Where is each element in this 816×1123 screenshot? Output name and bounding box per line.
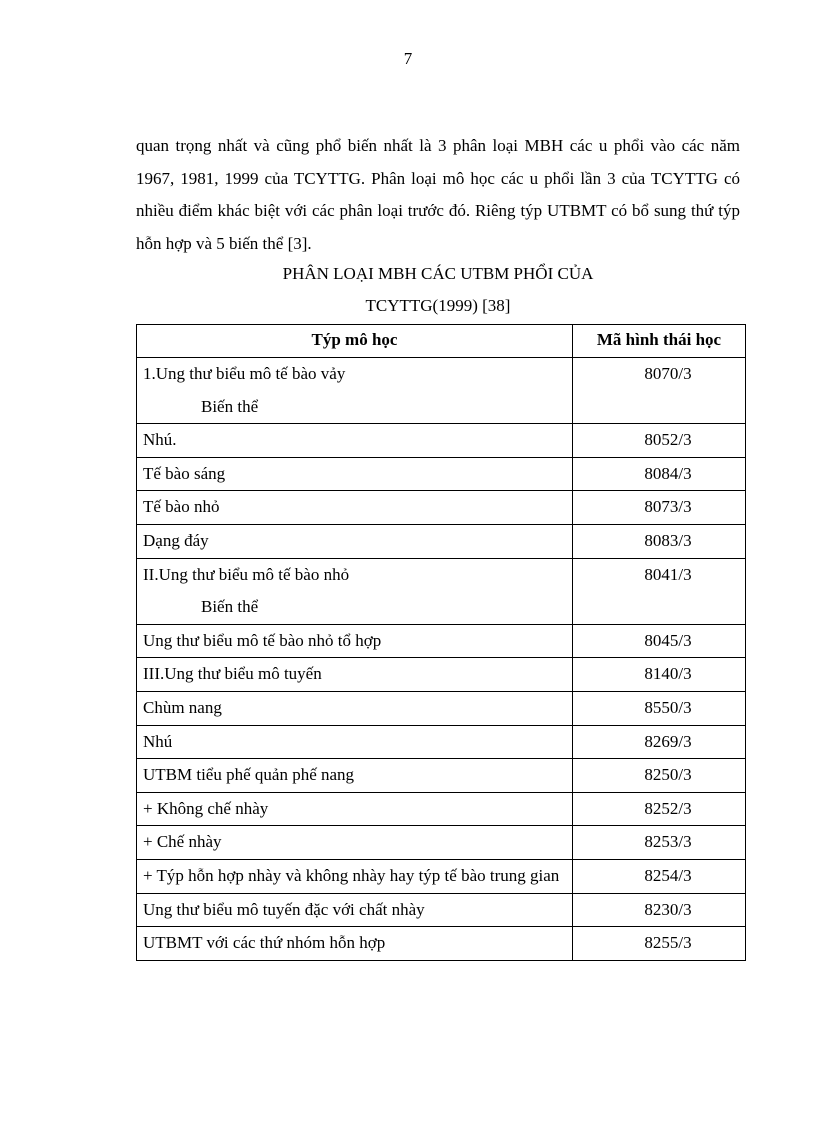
type-cell: + Chế nhày bbox=[137, 826, 573, 860]
code-cell: 8041/3 bbox=[573, 558, 746, 624]
table-row bbox=[137, 624, 746, 658]
code-cell: 8083/3 bbox=[573, 524, 746, 558]
type-cell: Ung thư biểu mô tuyến đặc với chất nhày bbox=[137, 893, 573, 927]
table-row bbox=[137, 725, 746, 759]
code-cell: 8052/3 bbox=[573, 424, 746, 458]
type-cell: Ung thư biểu mô tế bào nhỏ tổ hợp bbox=[137, 624, 573, 658]
type-cell: Tế bào nhỏ bbox=[137, 491, 573, 525]
table-row bbox=[137, 358, 746, 424]
classification-table bbox=[136, 324, 746, 961]
caption-line-1: PHÂN LOẠI MBH CÁC UTBM PHỔI CỦA bbox=[282, 264, 594, 283]
code-cell: 8073/3 bbox=[573, 491, 746, 525]
type-cell: + Týp hỗn hợp nhày và không nhày hay týp tế bào trung gian bbox=[137, 859, 573, 893]
code-cell: 8230/3 bbox=[573, 893, 746, 927]
code-cell: 8254/3 bbox=[573, 859, 746, 893]
table-row bbox=[137, 691, 746, 725]
table-row bbox=[137, 491, 746, 525]
type-label: II.Ung thư biểu mô tế bào nhỏ bbox=[143, 564, 350, 584]
type-cell: Nhú bbox=[137, 725, 573, 759]
code-cell: 8140/3 bbox=[573, 658, 746, 692]
code-cell: 8084/3 bbox=[573, 457, 746, 491]
table-caption bbox=[136, 258, 740, 322]
type-cell bbox=[137, 558, 573, 624]
code-cell: 8269/3 bbox=[573, 725, 746, 759]
type-cell: UTBMT với các thứ nhóm hỗn hợp bbox=[137, 927, 573, 961]
body-paragraph: quan trọng nhất và cũng phổ biến nhất là 3 phân loại MBH các u phổi vào các năm 1967, 1981, 1999 của TCYTTG. Phân loại mô học các u phổi lần 3 của TCYTTG có nhiều điểm khác biệt với các phân loại trước đó. Riêng týp UTBMT có bổ sung thứ týp hỗn hợp và 5 biến thể [3]. bbox=[136, 136, 740, 253]
variant-label: Biến thể bbox=[201, 597, 259, 617]
caption-line-2: TCYTTG(1999) [38] bbox=[365, 296, 511, 315]
header-morphology-code: Mã hình thái học bbox=[573, 325, 746, 358]
type-cell: Nhú. bbox=[137, 424, 573, 458]
type-cell: Dạng đáy bbox=[137, 524, 573, 558]
table-row bbox=[137, 859, 746, 893]
type-cell bbox=[137, 358, 573, 424]
table-row bbox=[137, 558, 746, 624]
header-histologic-type: Týp mô học bbox=[137, 325, 573, 358]
code-cell: 8253/3 bbox=[573, 826, 746, 860]
table-header-row bbox=[137, 325, 746, 358]
table-row bbox=[137, 524, 746, 558]
table-row bbox=[137, 424, 746, 458]
table-row bbox=[137, 927, 746, 961]
type-cell: UTBM tiểu phế quản phế nang bbox=[137, 759, 573, 793]
table-row bbox=[137, 658, 746, 692]
table-row bbox=[137, 893, 746, 927]
table-row bbox=[137, 826, 746, 860]
code-cell: 8252/3 bbox=[573, 792, 746, 826]
type-cell: + Không chế nhày bbox=[137, 792, 573, 826]
variant-label: Biến thể bbox=[201, 396, 259, 416]
code-cell: 8550/3 bbox=[573, 691, 746, 725]
code-cell: 8045/3 bbox=[573, 624, 746, 658]
page-number: 7 bbox=[403, 49, 413, 68]
table-row bbox=[137, 457, 746, 491]
code-cell: 8070/3 bbox=[573, 358, 746, 424]
table-row bbox=[137, 759, 746, 793]
type-cell: Tế bào sáng bbox=[137, 457, 573, 491]
type-label: 1.Ung thư biểu mô tế bào vảy bbox=[143, 364, 346, 383]
table-row bbox=[137, 792, 746, 826]
type-cell: III.Ung thư biểu mô tuyến bbox=[137, 658, 573, 692]
code-cell: 8250/3 bbox=[573, 759, 746, 793]
code-cell: 8255/3 bbox=[573, 927, 746, 961]
type-cell: Chùm nang bbox=[137, 691, 573, 725]
